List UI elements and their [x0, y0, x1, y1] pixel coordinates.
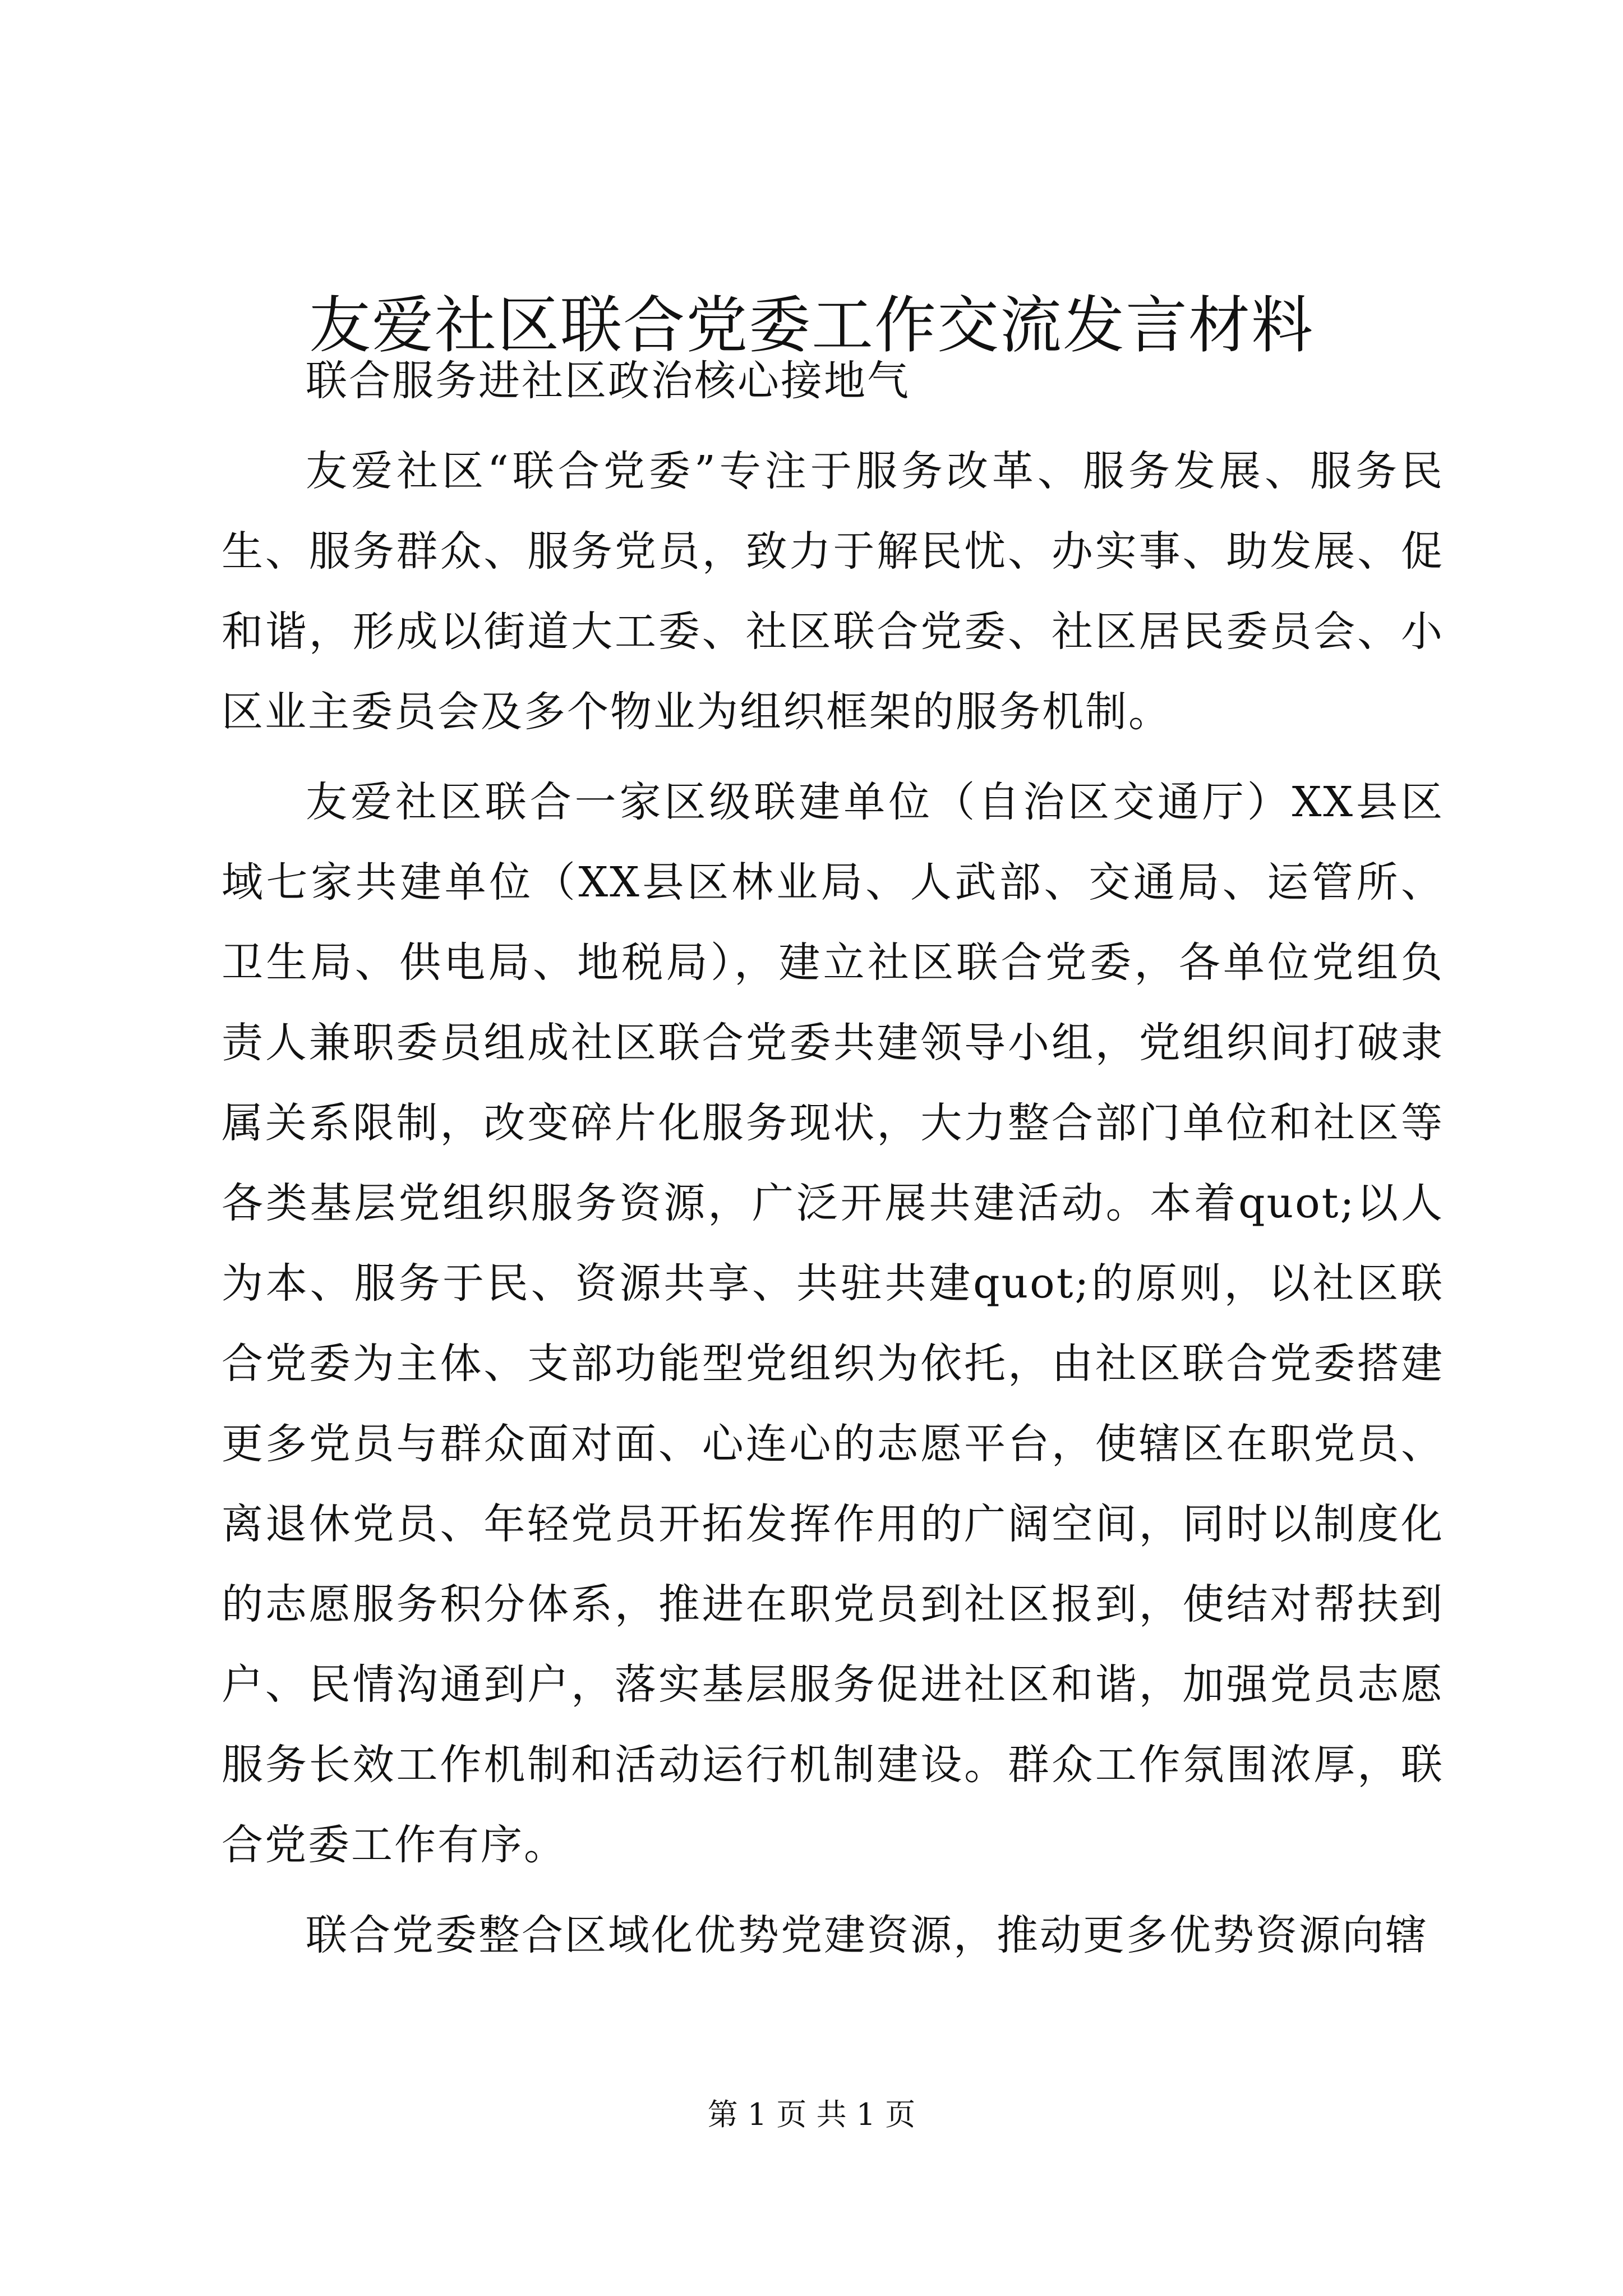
- body-paragraph: 友爱社区“联合党委”专注于服务改革、服务发展、服务民生、服务群众、服务党员，致力于解民忧、办实事、助发展、促和谐，形成以街道大工委、社区联合党委、社区居民委员会、小区业主委员会及多个物业为组织框架的服务机制。: [222, 447, 1444, 736]
- section-subheading: 联合服务进社区政治核心接地气: [306, 357, 910, 405]
- body-paragraph: 友爱社区联合一家区级联建单位（自治区交通厅）XX县区域七家共建单位（XX县区林业局、人武部、交通局、运管所、卫生局、供电局、地税局），建立社区联合党委，各单位党组负责人兼职委员组成社区联合党委共建领导小组，党组织间打破隶属关系限制，改变碎片化服务现状，大力整合部门单位和社区等各类基层党组织服务资源，广泛开展共建活动。本着quot;以人为本、服务于民、资源共享、共驻共建quot;的原则，以社区联合党委为主体、支部功能型党组织为依托，由社区联合党委搭建更多党员与群众面对面、心连心的志愿平台，使辖区在职党员、离退休党员、年轻党员开拓发挥作用的广阔空间，同时以制度化的志愿服务积分体系，推进在职党员到社区报到，使结对帮扶到户、民情沟通到户，落实基层服务促进社区和谐，加强党员志愿服务长效工作机制和活动运行机制建设。群众工作氛围浓厚，联合党委工作有序。: [222, 778, 1444, 1869]
- body-paragraph: 联合党委整合区域化优势党建资源，推动更多优势资源向辖: [306, 1911, 1428, 1959]
- document-body: [222, 341, 1444, 1976]
- page-footer: 第 1 页 共 1 页: [707, 2097, 916, 2132]
- document-title: 友爱社区联合党委工作交流发言材料: [309, 289, 1314, 361]
